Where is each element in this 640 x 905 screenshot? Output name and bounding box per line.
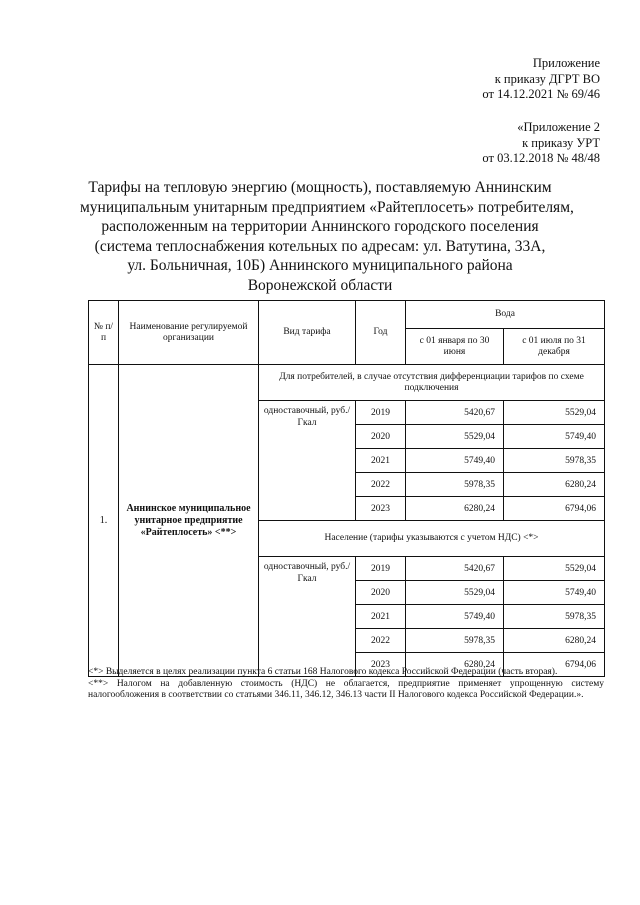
footnote: <**> Налогом на добавленную стоимость (НДС) не облагается, предприятие применяет упрощенную систему налогообложения в соответствии со статьями 346.11, 346.12, 346.13 части II Налогового кодекса Российской Федерации.».	[88, 678, 604, 700]
title-line: ул. Больничная, 10Б) Аннинского муниципального района	[127, 257, 513, 274]
value-cell-period-1: 5529,04	[406, 581, 504, 605]
year-cell: 2020	[356, 581, 406, 605]
value-cell-period-1: 5978,35	[406, 629, 504, 653]
row-number: 1.	[89, 365, 119, 677]
section-title: Население (тарифы указываются с учетом НДС) <*>	[259, 521, 605, 557]
title-line: (система теплоснабжения котельных по адресам: ул. Ватутина, 33А,	[94, 237, 546, 255]
header-line: к приказу ДГРТ ВО	[494, 71, 600, 86]
value-cell-period-2: 5978,35	[504, 605, 605, 629]
value-cell-period-2: 6794,06	[504, 497, 605, 521]
header-line: «Приложение 2	[517, 120, 600, 134]
year-cell: 2021	[356, 449, 406, 473]
year-cell: 2020	[356, 425, 406, 449]
title-line: расположенным на территории Аннинского городского поселения	[101, 218, 539, 235]
value-cell-period-1: 5978,35	[406, 473, 504, 497]
value-cell-period-2: 6280,24	[504, 629, 605, 653]
section-title: Для потребителей, в случае отсутствия дифференциации тарифов по схеме подключения	[259, 365, 605, 401]
tariff-kind: одноставочный, руб./Гкал	[259, 557, 356, 677]
value-cell-period-2: 6280,24	[504, 473, 605, 497]
year-cell: 2023	[356, 497, 406, 521]
title-line: Воронежской области	[247, 276, 393, 294]
header-line: Приложение	[532, 56, 600, 70]
col-header-org: Наименование регулируемой организации	[119, 301, 259, 365]
value-cell-period-1: 6280,24	[406, 653, 504, 677]
value-cell-period-1: 5749,40	[406, 605, 504, 629]
value-cell-period-1: 5420,67	[406, 557, 504, 581]
col-header-kind: Вид тарифа	[259, 301, 356, 365]
footnotes	[88, 667, 604, 702]
appendix-header	[482, 56, 600, 103]
year-cell: 2022	[356, 473, 406, 497]
value-cell-period-2: 5529,04	[504, 401, 605, 425]
value-cell-period-2: 5529,04	[504, 557, 605, 581]
title-line: Тарифы на тепловую энергию (мощность), поставляемую Аннинским	[88, 179, 552, 196]
appendix-2-header	[482, 120, 600, 167]
year-cell: 2022	[356, 629, 406, 653]
header-line: от 14.12.2021 № 69/46	[482, 87, 600, 101]
value-cell-period-1: 6280,24	[406, 497, 504, 521]
footnote: <*> Выделяется в целях реализации пункта 6 статьи 168 Налогового кодекса Российской Федерации (часть вторая).	[88, 667, 558, 677]
title-line: муниципальным унитарным предприятием «Райтеплосеть» потребителям,	[80, 198, 574, 216]
value-cell-period-2: 5978,35	[504, 449, 605, 473]
value-cell-period-1: 5420,67	[406, 401, 504, 425]
value-cell-period-2: 5749,40	[504, 425, 605, 449]
col-header-period-1: с 01 января по 30 июня	[406, 329, 504, 365]
header-line: к приказу УРТ	[522, 135, 600, 150]
year-cell: 2019	[356, 557, 406, 581]
tariff-kind: одноставочный, руб./Гкал	[259, 401, 356, 521]
year-cell: 2021	[356, 605, 406, 629]
value-cell-period-1: 5749,40	[406, 449, 504, 473]
value-cell-period-1: 5529,04	[406, 425, 504, 449]
col-header-year: Год	[356, 301, 406, 365]
year-cell: 2019	[356, 401, 406, 425]
col-header-num: № п/п	[89, 301, 119, 365]
header-line: от 03.12.2018 № 48/48	[482, 151, 600, 165]
value-cell-period-2: 6794,06	[504, 653, 605, 677]
value-cell-period-2: 5749,40	[504, 581, 605, 605]
document-title	[80, 178, 574, 295]
year-cell: 2023	[356, 653, 406, 677]
tariff-table-body	[89, 301, 605, 677]
organization-name: Аннинское муниципальное унитарное предприятие «Райтеплосеть» <**>	[119, 365, 259, 677]
tariff-table	[88, 300, 605, 677]
col-header-water: Вода	[406, 301, 605, 329]
col-header-period-2: с 01 июля по 31 декабря	[504, 329, 605, 365]
